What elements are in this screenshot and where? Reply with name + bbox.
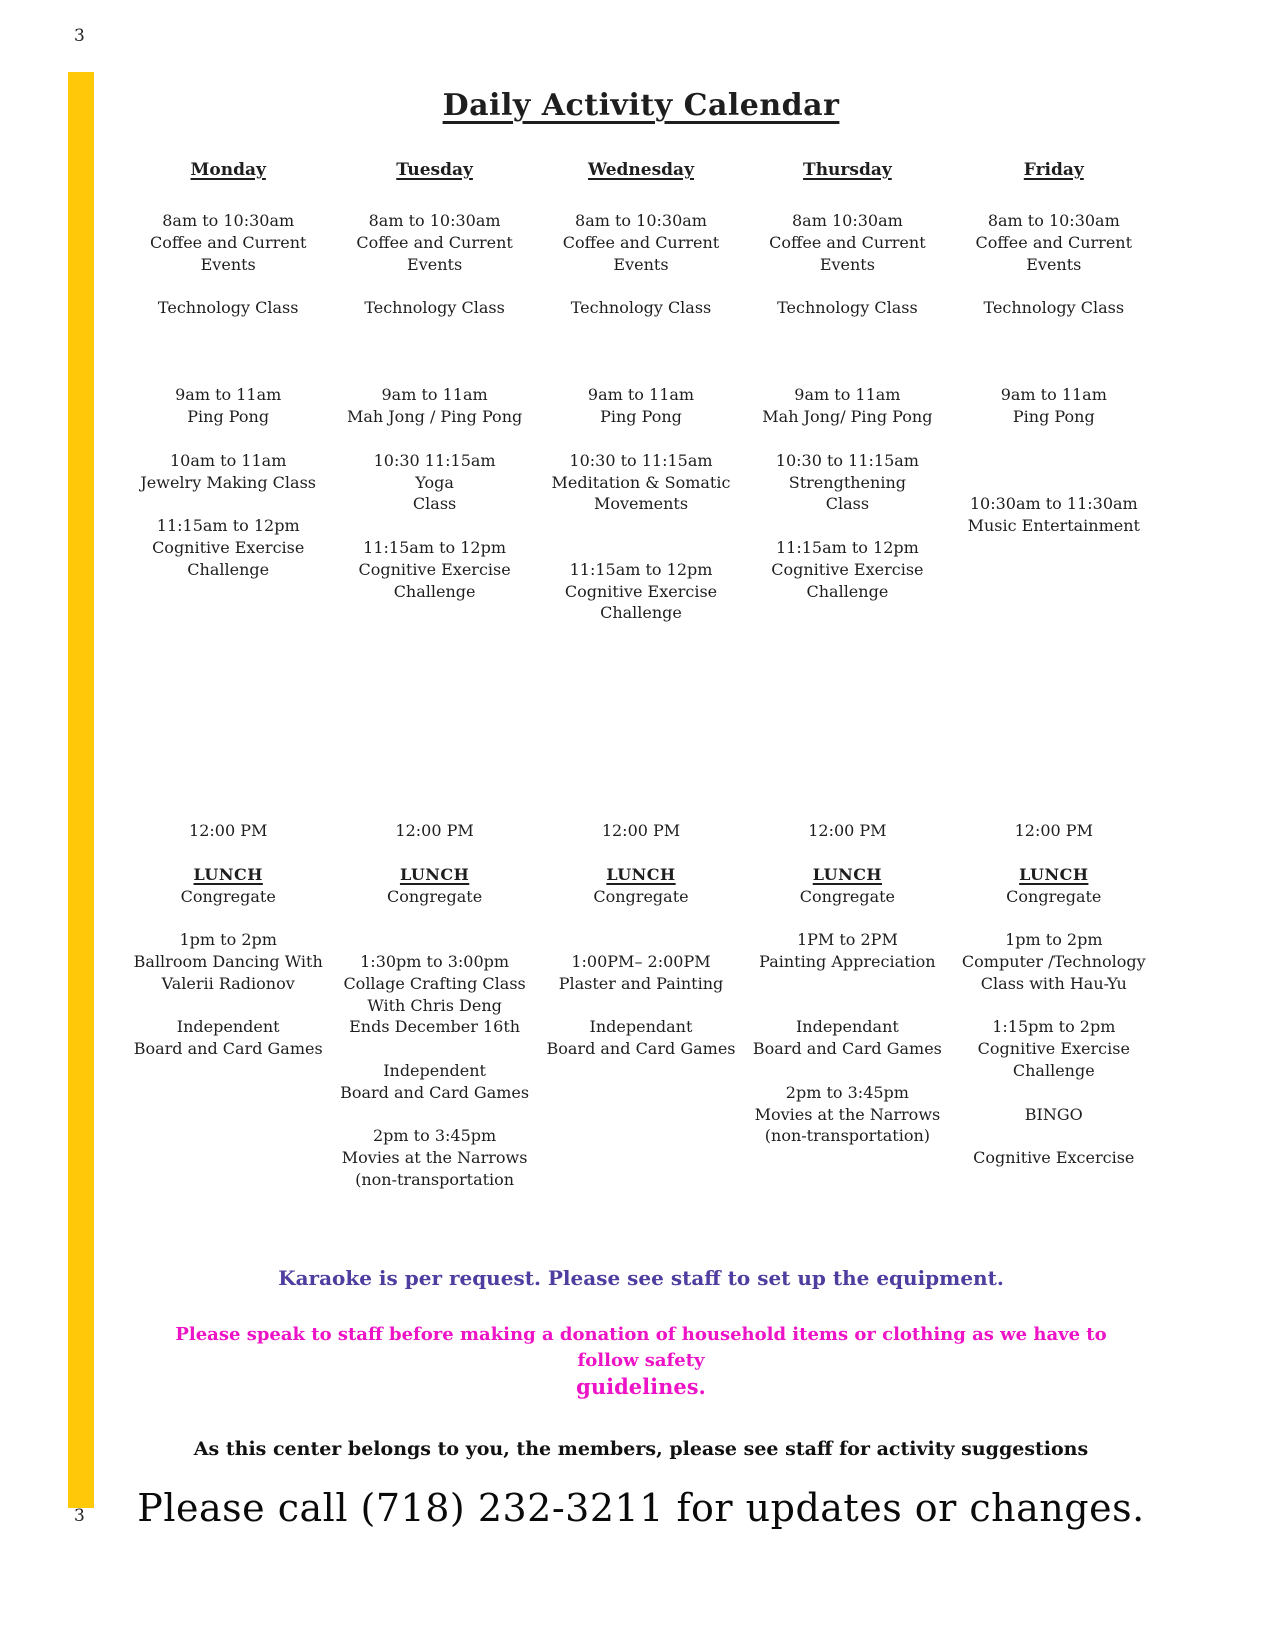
calendar-line: 1:30pm to 3:00pm	[360, 952, 510, 972]
calendar-blank-line	[331, 908, 537, 930]
calendar-blank-line	[125, 908, 331, 930]
calendar-line: Ping Pong	[187, 407, 270, 427]
calendar-blank-line	[744, 602, 950, 624]
calendar-line: Computer /Technology	[961, 952, 1146, 972]
calendar-blank-line	[538, 929, 744, 951]
calendar-blank-line	[331, 733, 537, 755]
calendar-blank-line	[744, 363, 950, 385]
calendar-blank-line	[538, 319, 744, 341]
calendar-blank-line	[951, 646, 1157, 668]
calendar-blank-line	[538, 690, 744, 712]
calendar-blank-line	[744, 733, 950, 755]
calendar-line: LUNCH	[399, 864, 470, 884]
calendar-line: 8am 10:30am	[791, 211, 903, 230]
calendar-blank-line	[538, 799, 744, 821]
calendar-blank-line	[331, 428, 537, 450]
calendar-blank-line	[744, 275, 950, 297]
calendar-blank-line	[951, 799, 1157, 821]
calendar-line: 10:30 to 11:15am	[569, 450, 713, 470]
left-accent-bar	[68, 72, 94, 1508]
note-donation-line3: guidelines.	[576, 1374, 706, 1399]
calendar-blank-line	[951, 908, 1157, 930]
calendar-line: 1PM to 2PM	[796, 930, 898, 950]
calendar-line: 11:15am to 12pm	[363, 537, 506, 557]
calendar-line: Class	[825, 494, 870, 514]
calendar-blank-line	[951, 733, 1157, 755]
day-column-wednesday	[538, 160, 744, 1191]
calendar-blank-line	[951, 1125, 1157, 1147]
calendar-line: Technology Class	[570, 298, 712, 318]
calendar-line: Mah Jong/ Ping Pong	[762, 407, 933, 427]
calendar-line: Independant	[795, 1017, 899, 1037]
calendar-line: Independent	[383, 1061, 486, 1081]
calendar-line: Plaster and Painting	[558, 973, 724, 993]
calendar-blank-line	[744, 515, 950, 537]
calendar-line: 9am to 11am	[587, 385, 695, 405]
calendar-line: Cognitive Exercise	[152, 537, 305, 557]
calendar-blank-line	[538, 668, 744, 690]
calendar-line: 10:30am to 11:30am	[969, 494, 1138, 514]
calendar-blank-line	[538, 733, 744, 755]
calendar-line: Coffee and Current	[149, 232, 307, 252]
calendar-line: 11:15am to 12pm	[156, 516, 300, 536]
calendar-line: LUNCH	[606, 864, 676, 884]
calendar-blank-line	[125, 341, 331, 363]
calendar-line: 2pm to 3:45pm	[785, 1082, 909, 1102]
calendar-blank-line	[538, 363, 744, 385]
calendar-blank-line	[951, 995, 1157, 1017]
calendar-line: (non-transportation	[355, 1170, 515, 1190]
calendar-line: Ping Pong	[600, 407, 682, 427]
calendar-blank-line	[331, 341, 537, 363]
calendar-line: 9am to 11am	[794, 385, 901, 405]
calendar-blank-line	[125, 428, 331, 450]
calendar-blank-line	[125, 602, 331, 624]
calendar-blank-line	[331, 515, 537, 537]
calendar-line: Cognitive Exercise	[977, 1039, 1130, 1059]
calendar-blank-line	[951, 472, 1157, 494]
calendar-blank-line	[744, 799, 950, 821]
note-karaoke: Karaoke is per request. Please see staff to set up the equipment.	[278, 1266, 1004, 1290]
calendar-line: Challenge	[1012, 1061, 1095, 1081]
calendar-line: Cognitive Excercise	[973, 1148, 1135, 1168]
calendar-blank-line	[331, 319, 537, 341]
calendar-blank-line	[331, 1104, 537, 1126]
note-footer-phone: Please call (718) 232-3211 for updates or changes.	[137, 1486, 1145, 1530]
calendar-line: 9am to 11am	[175, 385, 282, 405]
calendar-blank-line	[331, 363, 537, 385]
calendar-blank-line	[538, 755, 744, 777]
calendar-blank-line	[951, 319, 1157, 341]
day-header-monday: Monday	[190, 160, 266, 180]
calendar-line: Meditation & Somatic	[551, 472, 731, 492]
calendar-line: 10am to 11am	[170, 450, 287, 470]
calendar-blank-line	[951, 581, 1157, 603]
calendar-blank-line	[951, 363, 1157, 385]
calendar-blank-line	[125, 842, 331, 864]
calendar-blank-line	[744, 341, 950, 363]
calendar-blank-line	[744, 755, 950, 777]
calendar-line: Collage Crafting Class	[343, 973, 526, 993]
calendar-line: 12:00 PM	[1014, 821, 1093, 841]
calendar-line: LUNCH	[1019, 864, 1089, 884]
calendar-blank-line	[125, 363, 331, 385]
calendar-line: Technology Class	[983, 298, 1125, 318]
calendar-line: Class	[412, 494, 457, 514]
day-schedule-thursday	[744, 210, 950, 1147]
calendar-line: 10:30 11:15am	[373, 450, 496, 470]
calendar-line: Events	[613, 254, 669, 274]
calendar-line: 8am to 10:30am	[368, 211, 501, 230]
page-number-bottom: 3	[74, 1506, 85, 1526]
calendar-line: Class with Hau-Yu	[980, 973, 1127, 993]
calendar-blank-line	[331, 929, 537, 951]
page-content	[125, 0, 1157, 1650]
calendar-line: 1pm to 2pm	[1005, 930, 1103, 950]
day-column-tuesday	[331, 160, 537, 1191]
calendar-blank-line	[125, 777, 331, 799]
calendar-line: Congregate	[180, 886, 276, 906]
calendar-blank-line	[125, 711, 331, 733]
calendar-blank-line	[125, 690, 331, 712]
calendar-blank-line	[538, 646, 744, 668]
calendar-blank-line	[951, 842, 1157, 864]
calendar-line: Challenge	[393, 581, 476, 601]
calendar-blank-line	[538, 275, 744, 297]
note-donation	[125, 1322, 1157, 1400]
calendar-line: Movies at the Narrows	[754, 1104, 941, 1124]
calendar-line: Technology Class	[157, 298, 299, 318]
calendar-line: Board and Card Games	[546, 1039, 736, 1059]
calendar-line: Painting Appreciation	[759, 952, 936, 972]
calendar-blank-line	[538, 842, 744, 864]
calendar-line: Events	[1026, 254, 1082, 274]
calendar-blank-line	[331, 755, 537, 777]
day-column-thursday	[744, 160, 950, 1191]
calendar-line: Coffee and Current	[562, 232, 720, 252]
calendar-line: Board and Card Games	[133, 1039, 323, 1059]
calendar-line: 9am to 11am	[381, 385, 488, 405]
day-column-friday	[951, 160, 1157, 1191]
calendar-blank-line	[125, 319, 331, 341]
calendar-blank-line	[744, 711, 950, 733]
calendar-blank-line	[538, 515, 744, 537]
day-schedule-monday	[125, 210, 331, 1060]
calendar-line: Cognitive Exercise	[358, 559, 511, 579]
calendar-blank-line	[331, 842, 537, 864]
calendar-blank-line	[331, 1038, 537, 1060]
calendar-line: LUNCH	[812, 864, 883, 884]
calendar-line: Technology Class	[364, 298, 505, 318]
calendar-line: Movements	[593, 494, 689, 514]
calendar-line: 9am to 11am	[1000, 385, 1107, 405]
calendar-blank-line	[331, 275, 537, 297]
calendar-line: Coffee and Current	[975, 232, 1133, 252]
calendar-blank-line	[125, 581, 331, 603]
calendar-blank-line	[538, 777, 744, 799]
calendar-blank-line	[744, 908, 950, 930]
calendar-blank-line	[125, 493, 331, 515]
calendar-line: 1pm to 2pm	[179, 930, 277, 950]
calendar-blank-line	[538, 341, 744, 363]
calendar-blank-line	[125, 275, 331, 297]
calendar-blank-line	[744, 995, 950, 1017]
calendar-blank-line	[744, 624, 950, 646]
calendar-blank-line	[538, 711, 744, 733]
calendar-line: With Chris Deng	[367, 995, 502, 1015]
calendar-grid	[125, 160, 1157, 1191]
calendar-blank-line	[125, 668, 331, 690]
calendar-line: Events	[407, 254, 463, 274]
calendar-line: Coffee and Current	[769, 232, 926, 252]
calendar-blank-line	[951, 275, 1157, 297]
calendar-line: Congregate	[386, 886, 483, 906]
calendar-blank-line	[125, 755, 331, 777]
calendar-line: BINGO	[1024, 1104, 1083, 1124]
calendar-blank-line	[951, 428, 1157, 450]
calendar-line: 8am to 10:30am	[162, 211, 295, 230]
calendar-blank-line	[125, 624, 331, 646]
calendar-blank-line	[951, 602, 1157, 624]
calendar-line: Board and Card Games	[340, 1082, 530, 1102]
note-donation-line1: Please speak to staff before making a donation of household items or clothing as we have to	[175, 1324, 1107, 1345]
calendar-line: Congregate	[1006, 886, 1102, 906]
calendar-line: Cognitive Exercise	[564, 581, 718, 601]
calendar-blank-line	[744, 1060, 950, 1082]
calendar-line: Cognitive Exercise	[771, 559, 924, 579]
calendar-line: Ping Pong	[1012, 407, 1095, 427]
note-members: As this center belongs to you, the members, please see staff for activity suggestions	[193, 1438, 1089, 1460]
calendar-blank-line	[331, 777, 537, 799]
calendar-line: 10:30 to 11:15am	[775, 450, 919, 470]
day-header-wednesday: Wednesday	[588, 160, 694, 180]
calendar-line: 12:00 PM	[395, 821, 474, 841]
calendar-line: Technology Class	[777, 298, 918, 318]
calendar-blank-line	[538, 995, 744, 1017]
day-schedule-wednesday	[538, 210, 744, 1060]
calendar-blank-line	[951, 690, 1157, 712]
calendar-blank-line	[331, 799, 537, 821]
calendar-line: 8am to 10:30am	[987, 211, 1120, 230]
calendar-line: Ends December 16th	[349, 1017, 521, 1037]
calendar-blank-line	[331, 668, 537, 690]
calendar-line: Valerii Radionov	[161, 973, 295, 993]
calendar-line: Board and Card Games	[752, 1039, 942, 1059]
calendar-blank-line	[331, 711, 537, 733]
calendar-line: 12:00 PM	[808, 821, 887, 841]
calendar-blank-line	[744, 842, 950, 864]
calendar-blank-line	[331, 690, 537, 712]
calendar-blank-line	[538, 908, 744, 930]
calendar-blank-line	[951, 755, 1157, 777]
calendar-blank-line	[951, 1082, 1157, 1104]
calendar-line: LUNCH	[193, 864, 263, 884]
calendar-blank-line	[951, 624, 1157, 646]
calendar-blank-line	[744, 668, 950, 690]
calendar-blank-line	[951, 537, 1157, 559]
calendar-blank-line	[538, 624, 744, 646]
calendar-line: 11:15am to 12pm	[569, 559, 713, 579]
calendar-line: Coffee and Current	[356, 232, 513, 252]
calendar-line: Challenge	[187, 559, 270, 579]
calendar-blank-line	[125, 646, 331, 668]
calendar-line: 2pm to 3:45pm	[373, 1126, 497, 1146]
calendar-line: Events	[200, 254, 256, 274]
calendar-blank-line	[744, 319, 950, 341]
calendar-line: Jewelry Making Class	[140, 472, 316, 492]
calendar-blank-line	[538, 537, 744, 559]
calendar-line: Congregate	[799, 886, 895, 906]
calendar-blank-line	[951, 711, 1157, 733]
day-header-thursday: Thursday	[803, 160, 892, 180]
calendar-line: Yoga	[415, 472, 454, 492]
day-column-monday	[125, 160, 331, 1191]
page-title: Daily Activity Calendar	[442, 88, 840, 123]
calendar-blank-line	[331, 646, 537, 668]
calendar-blank-line	[744, 690, 950, 712]
calendar-line: 11:15am to 12pm	[775, 537, 919, 557]
page-number-top: 3	[74, 26, 85, 46]
calendar-line: 1:15pm to 2pm	[992, 1017, 1116, 1037]
calendar-blank-line	[744, 973, 950, 995]
calendar-line: 12:00 PM	[189, 821, 268, 841]
calendar-line: 1:00PM– 2:00PM	[571, 952, 711, 972]
calendar-line: Independant	[589, 1017, 693, 1037]
day-header-tuesday: Tuesday	[396, 160, 473, 180]
calendar-blank-line	[331, 624, 537, 646]
calendar-line: Ballroom Dancing With	[133, 952, 323, 972]
calendar-line: (non-transportation)	[764, 1126, 931, 1146]
calendar-blank-line	[538, 428, 744, 450]
calendar-line: Music Entertainment	[967, 516, 1140, 536]
calendar-blank-line	[125, 799, 331, 821]
calendar-blank-line	[951, 777, 1157, 799]
calendar-blank-line	[951, 341, 1157, 363]
note-donation-line2: follow safety	[577, 1350, 705, 1371]
calendar-line: Movies at the Narrows	[341, 1148, 528, 1168]
calendar-blank-line	[331, 602, 537, 624]
calendar-line: Congregate	[593, 886, 689, 906]
calendar-line: 8am to 10:30am	[575, 211, 707, 230]
calendar-line: Mah Jong / Ping Pong	[346, 407, 523, 427]
calendar-blank-line	[744, 777, 950, 799]
day-schedule-tuesday	[331, 210, 537, 1191]
calendar-blank-line	[951, 559, 1157, 581]
calendar-line: Independent	[176, 1017, 280, 1037]
day-schedule-friday	[951, 210, 1157, 1169]
calendar-line: Events	[819, 254, 875, 274]
calendar-blank-line	[744, 428, 950, 450]
calendar-blank-line	[125, 995, 331, 1017]
calendar-blank-line	[125, 733, 331, 755]
calendar-line: Challenge	[600, 603, 682, 623]
calendar-blank-line	[951, 450, 1157, 472]
calendar-blank-line	[744, 646, 950, 668]
calendar-line: Strengthening	[788, 472, 906, 492]
calendar-blank-line	[951, 668, 1157, 690]
calendar-line: 12:00 PM	[601, 821, 681, 841]
day-header-friday: Friday	[1023, 160, 1084, 180]
calendar-line: Challenge	[806, 581, 889, 601]
